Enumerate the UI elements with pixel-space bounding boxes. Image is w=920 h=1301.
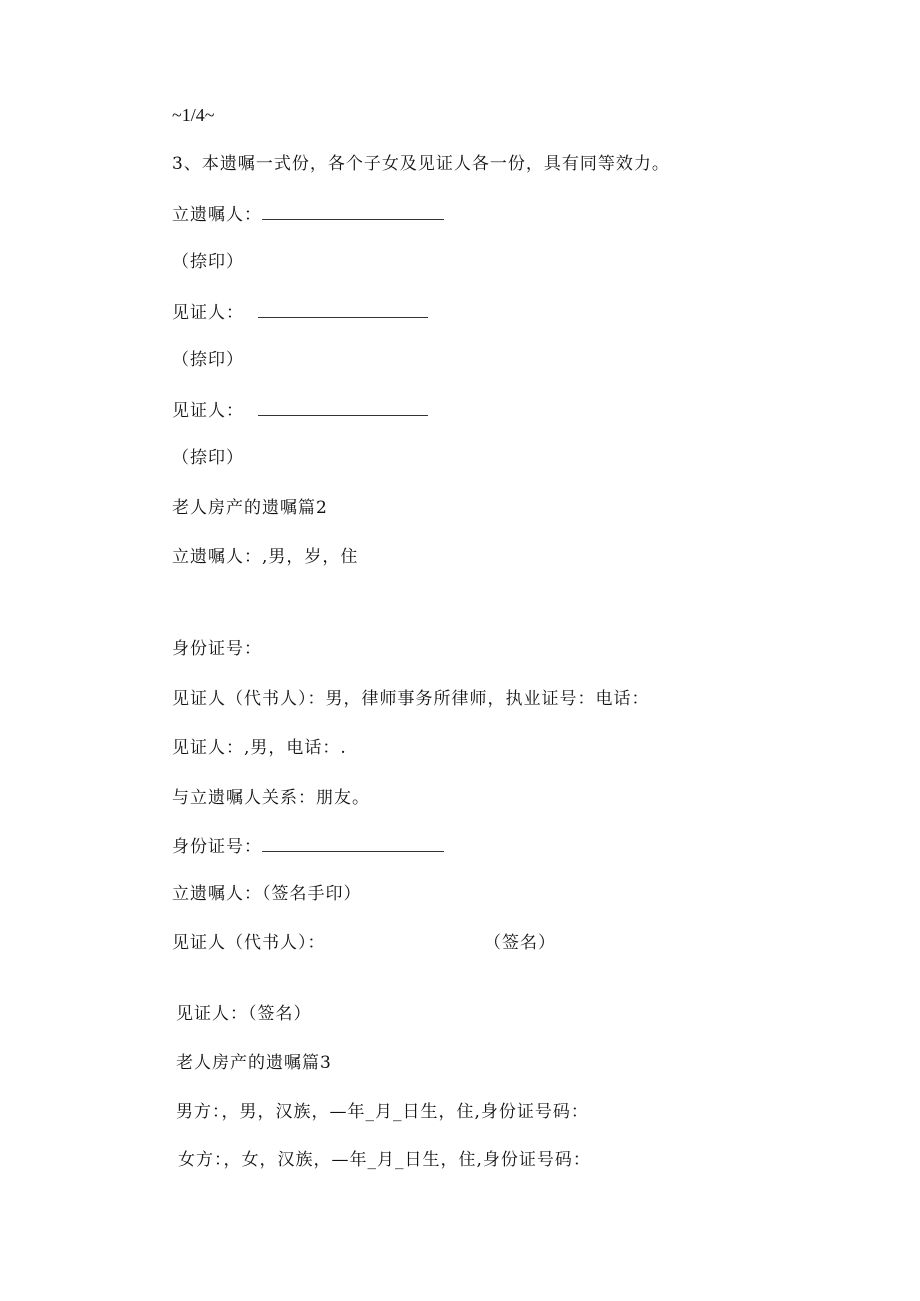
testator-info-line: 立遗嘱人：,男，岁，住	[172, 547, 359, 567]
section-heading-3: 老人房产的遗嘱篇3	[176, 1053, 332, 1073]
thumbprint-note-2: （捺印）	[172, 350, 244, 370]
id-number-line-1: 身份证号：	[172, 639, 262, 659]
witness-info-line: 见证人：,男，电话：.	[172, 738, 347, 758]
testator-blank	[262, 203, 444, 220]
thumbprint-note-1: （捺印）	[172, 252, 244, 272]
testator-label: 立遗嘱人：	[172, 205, 262, 225]
section-heading-2: 老人房产的遗嘱篇2	[172, 498, 328, 518]
witness-blank-1	[258, 301, 428, 318]
witness-signature-line-2	[172, 399, 428, 422]
witness-label-2: 见证人：	[172, 401, 244, 421]
id-number-label: 身份证号：	[172, 837, 262, 857]
witness-blank-2	[258, 399, 428, 416]
witness-scribe-sign-note: （签名）	[484, 933, 556, 953]
witness-signature-line-1	[172, 301, 428, 324]
witness-sign-line: 见证人：（签名）	[176, 1004, 312, 1024]
thumbprint-note-3: （捺印）	[172, 448, 244, 468]
witness-scribe-info-line: 见证人（代书人）：男，律师事务所律师，执业证号：电话：	[172, 689, 650, 709]
testator-signature-line	[172, 203, 444, 226]
id-number-line-2	[172, 835, 444, 858]
clause-3-text: 3、本遗嘱一式份，各个子女及见证人各一份，具有同等效力。	[172, 154, 670, 174]
relationship-line: 与立遗嘱人关系：朋友。	[172, 788, 370, 808]
female-party-line: 女方：，女，汉族，—年_月_日生，住,身份证号码：	[178, 1150, 591, 1170]
testator-sign-line: 立遗嘱人：（签名手印）	[172, 884, 362, 904]
page-number: ~1/4~	[172, 105, 215, 125]
male-party-line: 男方：，男，汉族，—年_月_日生，住,身份证号码：	[176, 1102, 589, 1122]
witness-scribe-sign-line: 见证人（代书人）：	[172, 933, 326, 953]
witness-label-1: 见证人：	[172, 303, 244, 323]
id-number-blank	[262, 835, 444, 852]
